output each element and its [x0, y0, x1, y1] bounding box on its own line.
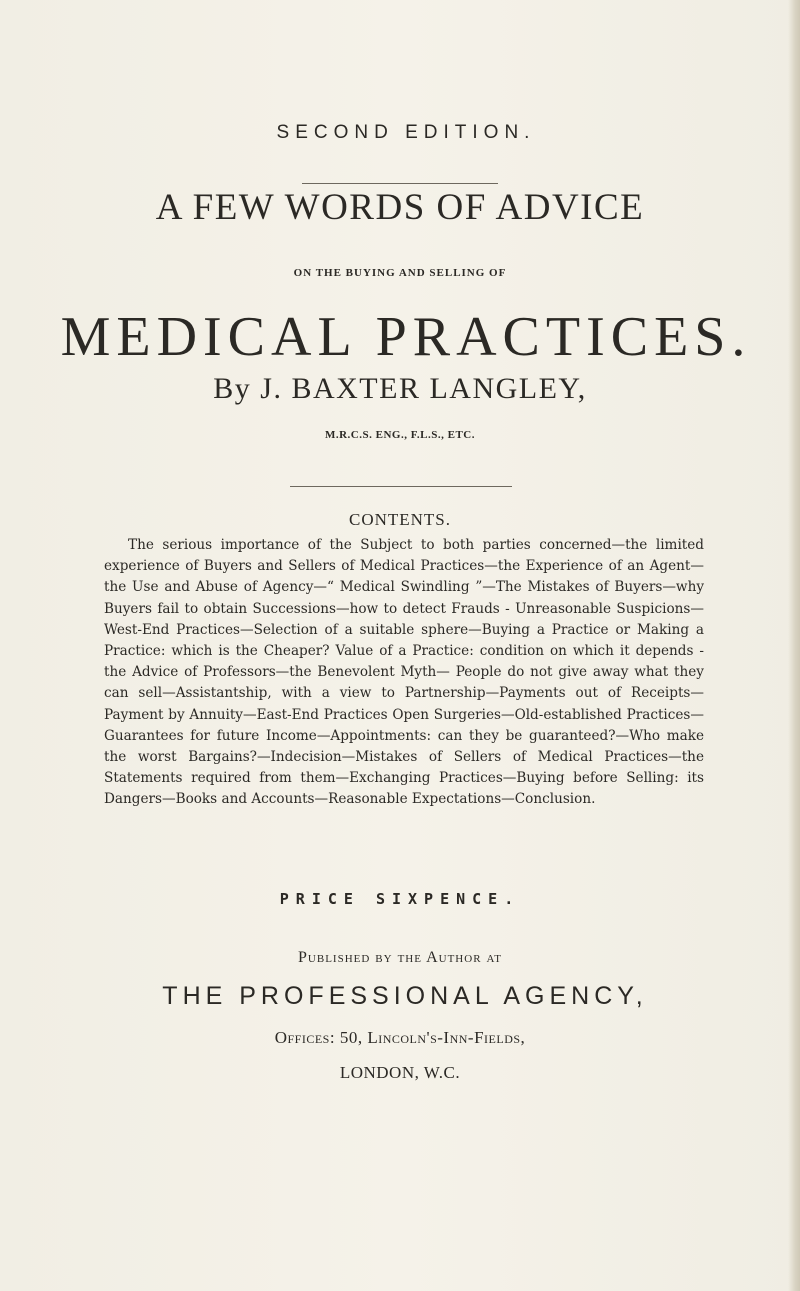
published-by-line: Published by the Author at: [298, 949, 502, 966]
offices-label: Offices: [274, 1028, 330, 1047]
author-credentials: M.R.C.S. ENG., F.L.S., ETC.: [324, 429, 475, 441]
rule-divider-middle: [290, 486, 512, 487]
contents-body: The serious importance of the Subject to both parties concerned—the limited experience of Buyers and Sellers of Medical Practices—the Experience of an Agent—the Use and Abuse of Agency—“ Medical Swindling ”—The Mistakes of Buyers—why Buyers fail to obtain Successions—how to detect Frauds - Unreasonable Suspicions—West-End Practices—Selection of a suitable sphere—Buying a Practice or Making a Practice: which is the Cheaper? Value of a Practice: condition on which it depends - the Advice of Professors—the Benevolent Myth— People do not give away what they can sell—Assistantship, with a view to Partnership—Payments out of Receipts—Payment by Annuity—East-End Practices Open Surgeries—Old-established Practices—Guarantees for future Income—Appointments: can they be guaranteed?—Who make the worst Bargains?—Indecision—Mistakes of Sellers of Medical Practices—the Statements required from them—Exchanging Practices—Buying before Selling: its Dangers—Books and Accounts—Reasonable Expectations—Conclusion.: [104, 537, 704, 808]
main-title: MEDICAL PRACTICES.: [60, 306, 752, 368]
offices-address: [0, 1028, 800, 1048]
subtitle: ON THE BUYING AND SELLING OF: [293, 267, 507, 279]
price-line: PRICE SIXPENCE.: [279, 890, 521, 908]
city-line: LONDON, W.C.: [339, 1063, 461, 1082]
author: By J. BAXTER LANGLEY,: [213, 372, 587, 405]
rule-divider-top: [302, 183, 498, 184]
offices-street: : 50, Lincoln's-Inn-Fields,: [329, 1028, 526, 1047]
edition-line: SECOND EDITION.: [276, 122, 536, 143]
contents-heading: CONTENTS.: [348, 510, 452, 529]
title: A FEW WORDS OF ADVICE: [155, 187, 645, 228]
publisher-name: THE PROFESSIONAL AGENCY,: [162, 982, 648, 1010]
